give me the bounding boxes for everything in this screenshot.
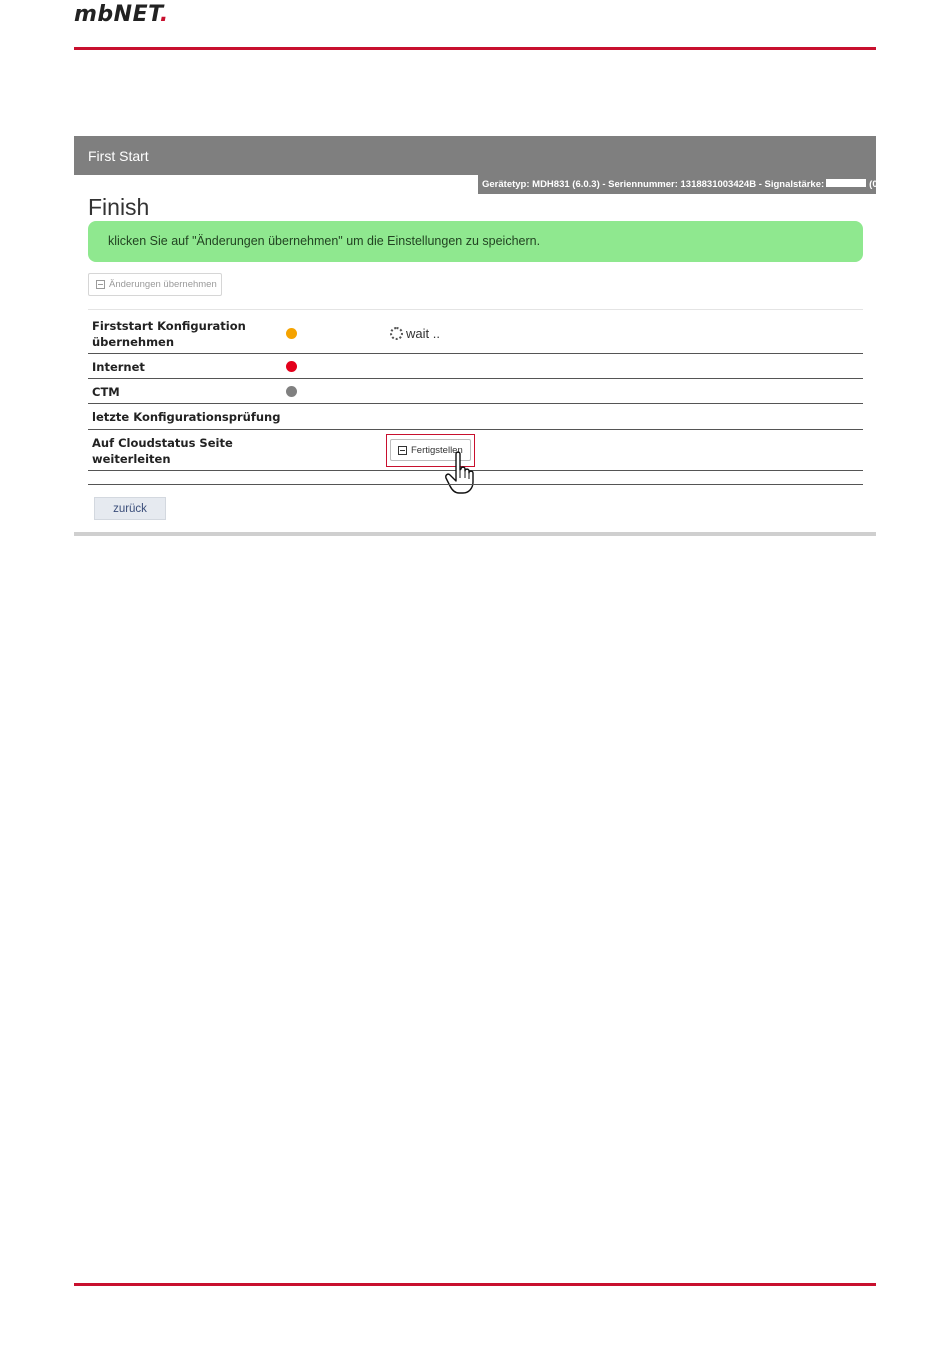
status-dot-gray — [286, 386, 297, 397]
table-row — [88, 309, 863, 354]
row-label: Auf Cloudstatus Seite weiterleiten — [92, 436, 233, 466]
wait-text: wait .. — [406, 326, 440, 341]
apply-changes-button[interactable] — [88, 273, 222, 296]
device-info-text: Gerätetyp: MDH831 (6.0.3) - Seriennummer: 1318831003424B - Signalstärke: — [482, 179, 825, 190]
status-dot-red — [286, 361, 297, 372]
page-title: Finish — [88, 194, 150, 220]
first-start-panel — [74, 136, 881, 536]
top-divider — [74, 47, 876, 50]
brand-logo: mbNET. — [74, 2, 169, 27]
table-row — [88, 379, 863, 404]
row-label: Firststart Konfiguration übernehmen — [92, 319, 246, 349]
row-label: Internet — [92, 360, 145, 374]
table-bottom-divider — [88, 484, 863, 485]
signal-value: (0) — [869, 179, 881, 190]
signal-strength-bar — [826, 179, 866, 187]
row-label: CTM — [92, 385, 120, 399]
apply-changes-label: Änderungen übernehmen — [109, 279, 217, 290]
success-alert: klicken Sie auf "Änderungen übernehmen" um die Einstellungen zu speichern. — [88, 221, 863, 262]
save-icon — [398, 446, 407, 455]
table-row — [88, 404, 863, 430]
status-table — [88, 309, 863, 471]
device-info-bar — [478, 175, 881, 194]
save-icon — [96, 280, 105, 289]
panel-header: First Start — [74, 136, 876, 175]
status-dot-orange — [286, 328, 297, 339]
table-row — [88, 430, 863, 471]
row-label: letzte Konfigurationsprüfung — [92, 410, 281, 424]
back-button[interactable]: zurück — [94, 497, 166, 520]
wait-indicator — [390, 326, 440, 341]
table-row — [88, 354, 863, 379]
hand-pointer-icon — [444, 450, 484, 496]
footer-divider — [74, 1283, 876, 1286]
finish-button-label: Fertigstellen — [411, 444, 463, 456]
spinner-icon — [390, 327, 403, 340]
